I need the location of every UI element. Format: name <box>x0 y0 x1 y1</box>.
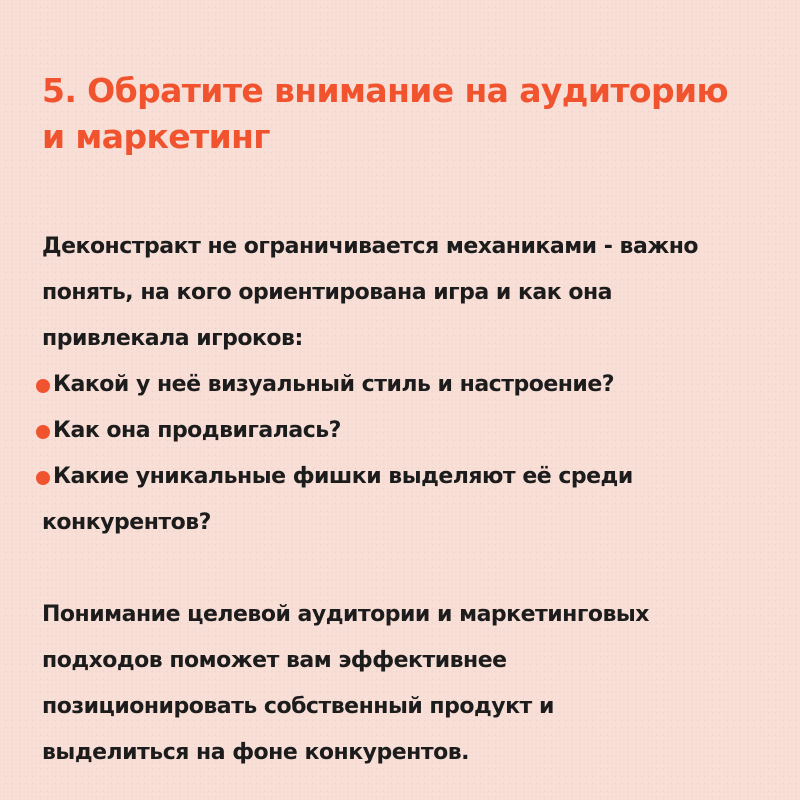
slide-title-line-2: и маркетинг <box>42 117 270 156</box>
bullet-dot-icon <box>36 379 50 393</box>
bullet-dot-icon <box>36 471 50 485</box>
slide-title-line-1: 5. Обратите внимание на аудиторию <box>42 71 728 110</box>
conclusion-line-3: позиционировать собственный продукт и <box>42 694 554 719</box>
intro-paragraph <box>42 224 762 362</box>
slide-content <box>42 68 762 776</box>
list-item <box>42 362 762 408</box>
conclusion-line-2: подходов поможет вам эффективнее <box>42 648 507 673</box>
list-item-text: Как она продвигалась? <box>53 418 341 443</box>
list-item-text: Какой у неё визуальный стиль и настроение? <box>53 372 615 397</box>
conclusion-paragraph <box>42 592 762 776</box>
conclusion-line-4: выделиться на фоне конкурентов. <box>42 740 469 765</box>
intro-line-3: привлекала игроков: <box>42 326 303 351</box>
intro-line-1: Деконстракт не ограничивается механиками - важно <box>42 234 699 259</box>
conclusion-line-1: Понимание целевой аудитории и маркетинговых <box>42 602 649 627</box>
slide-title <box>42 68 762 160</box>
list-item <box>42 408 762 454</box>
bullet-dot-icon <box>36 425 50 439</box>
question-list <box>42 362 762 546</box>
list-item-text-continued: конкурентов? <box>42 510 211 535</box>
list-item <box>42 454 762 546</box>
list-item-text: Какие уникальные фишки выделяют её среди <box>53 464 633 489</box>
intro-line-2: понять, на кого ориентирована игра и как она <box>42 280 613 305</box>
